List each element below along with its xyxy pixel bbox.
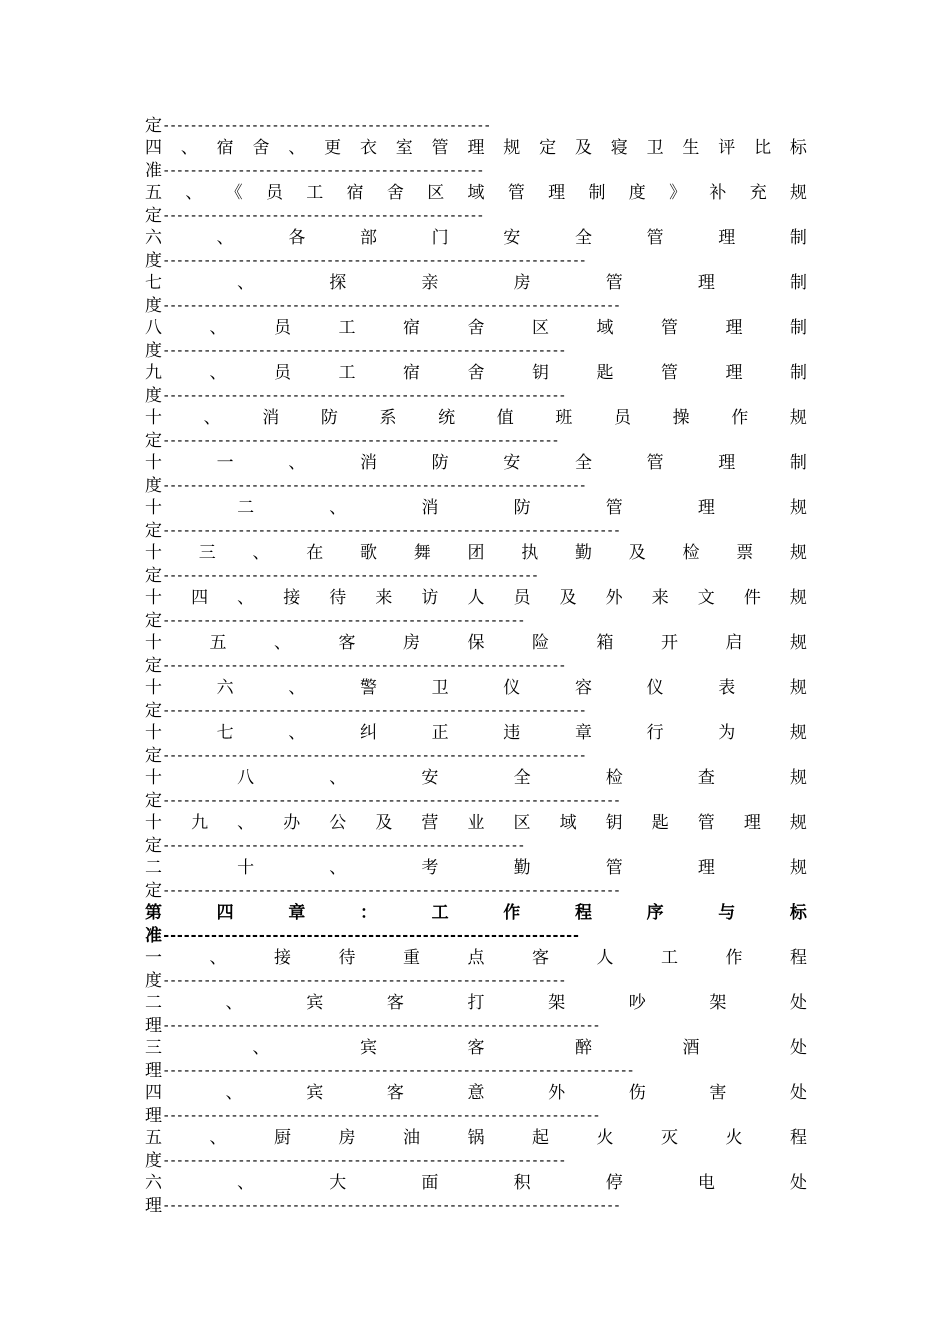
toc-entry-tail-char: 定 — [145, 881, 162, 901]
toc-entry-title: 第 四 章 ： 工 作 程 序 与 标 — [145, 903, 807, 923]
toc-entry-title: 十 八 、 安 全 检 查 规 — [145, 768, 807, 788]
toc-leader-dashes: ----------------------------------------------- — [162, 211, 483, 221]
toc-entry — [145, 1081, 807, 1126]
toc-entry-tail-line — [145, 836, 807, 856]
toc-leader-dashes: ----------------------------------------------------------- — [162, 1156, 565, 1166]
toc-leader-dashes: ----------------------------------------------------------- — [162, 346, 565, 356]
toc-leader-dashes: ------------------------------------------------------------------- — [162, 301, 620, 311]
toc-entry-title: 一 、 接 待 重 点 客 人 工 作 程 — [145, 948, 807, 968]
toc-entry-title: 十 五 、 客 房 保 险 箱 开 启 规 — [145, 633, 807, 653]
toc-leader-dashes: ----------------------------------------------- — [162, 166, 483, 176]
toc-entry-tail-line — [145, 1151, 807, 1171]
toc-entry — [145, 766, 807, 811]
toc-entry-title: 二 十 、 考 勤 管 理 规 — [145, 858, 807, 878]
toc-entry-title: 四 、 宿 舍 、 更 衣 室 管 理 规 定 及 寝 卫 生 评 比 标 — [145, 138, 807, 158]
toc-entry — [145, 811, 807, 856]
toc-entry-title: 五 、 《 员 工 宿 舍 区 域 管 理 制 度 》 补 充 规 — [145, 183, 807, 203]
toc-entry-tail-char: 度 — [145, 386, 162, 406]
toc-entry — [145, 271, 807, 316]
toc-leader-dashes: -------------------------------------------------------------- — [162, 256, 586, 266]
toc-entry — [145, 181, 807, 226]
toc-entry-title: 十 七 、 纠 正 违 章 行 为 规 — [145, 723, 807, 743]
toc-entry-tail-line — [145, 971, 807, 991]
toc-entry — [145, 991, 807, 1036]
toc-entry-tail-line — [145, 206, 807, 226]
toc-leader-dashes: ----------------------------------------------------------- — [162, 976, 565, 986]
toc-entry-tail-char: 度 — [145, 296, 162, 316]
toc-entry-tail-char: 定 — [145, 746, 162, 766]
toc-entry-tail-line — [145, 161, 807, 181]
toc-entry-tail-line — [145, 881, 807, 901]
toc-entry-tail-char: 度 — [145, 476, 162, 496]
toc-entry-tail-char: 度 — [145, 251, 162, 271]
toc-leader-dashes: -------------------------------------------------------------- — [162, 481, 586, 491]
toc-entry-tail-char: 理 — [145, 1196, 162, 1216]
toc-leader-dashes: ----------------------------------------------------------- — [162, 391, 565, 401]
toc-entry-tail-char: 定 — [145, 431, 162, 451]
toc-entry-title: 二 、 宾 客 打 架 吵 架 处 — [145, 993, 807, 1013]
toc-continuation-char: 定 — [145, 116, 162, 136]
toc-entry-title: 八 、 员 工 宿 舍 区 域 管 理 制 — [145, 318, 807, 338]
toc-entry — [145, 721, 807, 766]
toc-leader-dashes: ----------------------------------------------------- — [162, 841, 524, 851]
toc-entry-tail-line — [145, 341, 807, 361]
toc-leader-dashes: ------------------------------------------------------------------- — [162, 886, 620, 896]
toc-entry-title: 十 三 、 在 歌 舞 团 执 勤 及 检 票 规 — [145, 543, 807, 563]
toc-entry — [145, 316, 807, 361]
toc-entry — [145, 901, 807, 946]
toc-entry-tail-char: 定 — [145, 701, 162, 721]
toc-leader-dashes: ------------------------------------------------------------------- — [162, 1201, 620, 1211]
toc-entry-title: 四 、 宾 客 意 外 伤 害 处 — [145, 1083, 807, 1103]
toc-entry-title: 六 、 各 部 门 安 全 管 理 制 — [145, 228, 807, 248]
toc-entry — [145, 676, 807, 721]
toc-entry-tail-char: 理 — [145, 1106, 162, 1126]
toc-leader-dashes: ---------------------------------------------------------------- — [162, 1111, 600, 1121]
toc-entry — [145, 226, 807, 271]
toc-entry — [145, 631, 807, 676]
toc-entry-tail-line — [145, 791, 807, 811]
toc-entry-tail-char: 定 — [145, 566, 162, 586]
toc-entry-title: 十 二 、 消 防 管 理 规 — [145, 498, 807, 518]
toc-entry-tail-char: 度 — [145, 971, 162, 991]
toc-entry — [145, 1126, 807, 1171]
toc-leader-dashes: -------------------------------------------------------------- — [162, 751, 586, 761]
toc-entry-tail-char: 定 — [145, 611, 162, 631]
toc-entry-tail-line — [145, 476, 807, 496]
toc-entry-title: 三 、 宾 客 醉 酒 处 — [145, 1038, 807, 1058]
toc-entry-tail-line — [145, 1196, 807, 1216]
toc-entry-tail-line — [145, 521, 807, 541]
toc-entry-title: 十 一 、 消 防 安 全 管 理 制 — [145, 453, 807, 473]
toc-entry — [145, 946, 807, 991]
toc-leader-dashes: ---------------------------------------------------------- — [162, 436, 559, 446]
toc-entry-tail-char: 定 — [145, 836, 162, 856]
toc-entry-tail-char: 度 — [145, 341, 162, 361]
toc-entry-tail-line — [145, 746, 807, 766]
toc-entry-tail-char: 理 — [145, 1061, 162, 1081]
toc-leader-dashes: ----------------------------------------------------------- — [162, 661, 565, 671]
toc-entry-title: 十 六 、 警 卫 仪 容 仪 表 规 — [145, 678, 807, 698]
toc-leader-dashes: ----------------------------------------------------- — [162, 616, 524, 626]
toc-entry-tail-line — [145, 431, 807, 451]
toc-entry — [145, 451, 807, 496]
toc-entry-tail-char: 定 — [145, 656, 162, 676]
toc-entry-tail-line — [145, 251, 807, 271]
toc-entry — [145, 406, 807, 451]
toc-entry-title: 九 、 员 工 宿 舍 钥 匙 管 理 制 — [145, 363, 807, 383]
toc-leader-dashes: ------------------------------------------------------------------- — [162, 796, 620, 806]
toc-entry — [145, 1036, 807, 1081]
toc-entry-tail-line — [145, 656, 807, 676]
toc-leader-dashes: -------------------------------------------------------------- — [162, 706, 586, 716]
toc-leader-dashes: --------------------------------------------------------------------- — [162, 1066, 634, 1076]
toc-entry — [145, 361, 807, 406]
toc-entry-title: 六 、 大 面 积 停 电 处 — [145, 1173, 807, 1193]
toc-entry-tail-line — [145, 296, 807, 316]
toc-entry-tail-char: 准 — [145, 161, 162, 181]
toc-entry-tail-line — [145, 1106, 807, 1126]
toc-entry — [145, 136, 807, 181]
toc-entry — [145, 496, 807, 541]
toc-entry — [145, 541, 807, 586]
toc-entry-title: 十 四 、 接 待 来 访 人 员 及 外 来 文 件 规 — [145, 588, 807, 608]
toc-leader-dashes: ---------------------------------------------------------------- — [162, 1021, 600, 1031]
toc-entry-tail-line — [145, 386, 807, 406]
toc-entry-tail-line — [145, 701, 807, 721]
toc-leader-dashes: ------------------------------------------------ — [162, 121, 490, 131]
toc-entry — [145, 856, 807, 901]
toc-leader-dashes: ------------------------------------------------------------- — [162, 931, 579, 941]
toc-continuation-line — [145, 116, 807, 136]
toc-entry-tail-line — [145, 611, 807, 631]
table-of-contents — [145, 116, 807, 1216]
toc-entry-tail-char: 定 — [145, 206, 162, 226]
toc-entry-tail-char: 理 — [145, 1016, 162, 1036]
toc-entry — [145, 586, 807, 631]
toc-entry-tail-line — [145, 1016, 807, 1036]
toc-entry-tail-line — [145, 926, 807, 946]
toc-entry-tail-char: 度 — [145, 1151, 162, 1171]
toc-entry-title: 七 、 探 亲 房 管 理 制 — [145, 273, 807, 293]
toc-entry-tail-char: 定 — [145, 521, 162, 541]
toc-entry-title: 十 九 、 办 公 及 营 业 区 域 钥 匙 管 理 规 — [145, 813, 807, 833]
toc-entry-tail-line — [145, 566, 807, 586]
toc-entry-tail-char: 准 — [145, 926, 162, 946]
toc-entry-title: 五 、 厨 房 油 锅 起 火 灭 火 程 — [145, 1128, 807, 1148]
toc-leader-dashes: ------------------------------------------------------------------- — [162, 526, 620, 536]
toc-entry-title: 十 、 消 防 系 统 值 班 员 操 作 规 — [145, 408, 807, 428]
toc-entry — [145, 1171, 807, 1216]
toc-leader-dashes: ------------------------------------------------------- — [162, 571, 538, 581]
toc-entry-tail-char: 定 — [145, 791, 162, 811]
toc-entry-tail-line — [145, 1061, 807, 1081]
